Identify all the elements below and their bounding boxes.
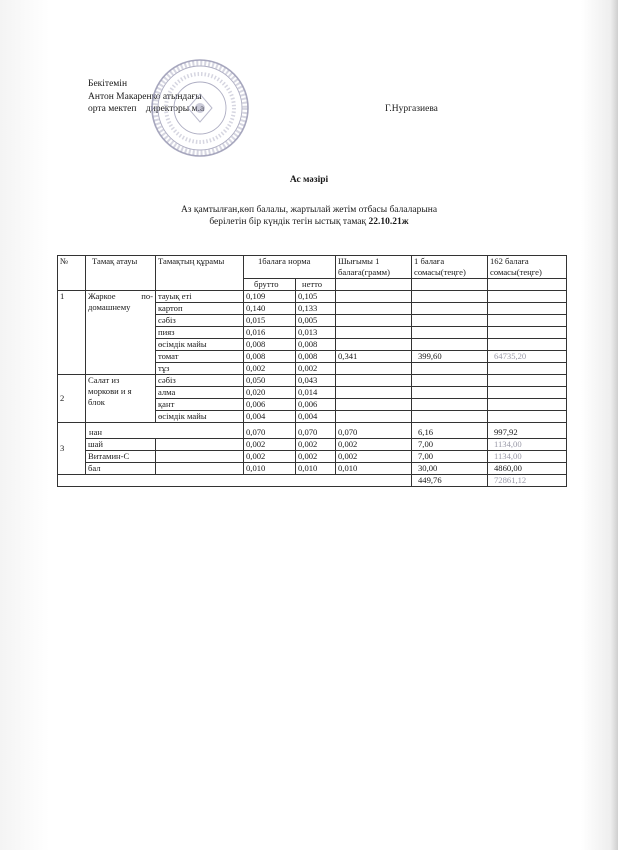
menu-title: Ас мәзірі — [289, 175, 329, 185]
cost162 — [488, 327, 567, 339]
ingredient — [156, 439, 244, 451]
ingredient: сәбіз — [156, 315, 244, 327]
consumption: 0,010 — [336, 463, 412, 475]
dish: бал — [86, 463, 156, 475]
header-consumption: Шығымы 1 балаға(грамм) — [336, 256, 412, 279]
gross: 0,006 — [244, 399, 296, 411]
director-signer-name: Г.Нургазиева — [385, 104, 438, 114]
menu-subtitle-line-1: Аз қамтылған,көп балалы, жартылай жетім отбасы балаларына — [180, 205, 438, 215]
subtitle-text: берілетін бір күндік тегін ыстық тамақ — [209, 217, 369, 227]
table-row — [58, 375, 567, 387]
ingredient — [156, 463, 244, 475]
net: 0,008 — [296, 339, 336, 351]
gross: 0,008 — [244, 339, 296, 351]
cost162 — [488, 315, 567, 327]
dish-word: по- — [141, 291, 153, 301]
consumption — [336, 327, 412, 339]
gross: 0,050 — [244, 375, 296, 387]
cost162: 997,92 — [488, 423, 567, 439]
gross: 0,008 — [244, 351, 296, 363]
header-gross: брутто — [244, 279, 296, 291]
consumption — [336, 291, 412, 303]
group-2-dish: Салат из моркови и я блок — [86, 375, 156, 423]
consumption: 0,070 — [336, 423, 412, 439]
menu-date: 22.10.21ж — [368, 217, 409, 227]
cost1 — [412, 387, 488, 399]
cost1 — [412, 327, 488, 339]
header-net: нетто — [296, 279, 336, 291]
cost1: 6,16 — [412, 423, 488, 439]
net: 0,010 — [296, 463, 336, 475]
dish-word: домашнему — [88, 302, 131, 312]
ingredient: пияз — [156, 327, 244, 339]
header-blank — [336, 279, 412, 291]
gross: 0,002 — [244, 439, 296, 451]
gross: 0,015 — [244, 315, 296, 327]
ingredient: алма — [156, 387, 244, 399]
cost162 — [488, 339, 567, 351]
net: 0,002 — [296, 451, 336, 463]
header-blank — [488, 279, 567, 291]
gross: 0,070 — [244, 423, 296, 439]
dish: Витамин-С — [86, 451, 156, 463]
gross: 0,010 — [244, 463, 296, 475]
group-3-num: 3 — [58, 423, 86, 475]
cost1 — [412, 291, 488, 303]
menu-table — [57, 255, 567, 487]
cost162 — [488, 303, 567, 315]
ingredient: тұз — [156, 363, 244, 375]
cost1 — [412, 303, 488, 315]
group-2-num: 2 — [58, 375, 86, 423]
net: 0,002 — [296, 363, 336, 375]
gross: 0,020 — [244, 387, 296, 399]
gross: 0,002 — [244, 451, 296, 463]
ingredient: өсімдік майы — [156, 411, 244, 423]
consumption — [336, 303, 412, 315]
net: 0,004 — [296, 411, 336, 423]
totals-label-blank — [58, 475, 412, 487]
header-row — [58, 256, 567, 279]
header-dish: Тамақ атауы — [86, 256, 156, 291]
ingredient: томат — [156, 351, 244, 363]
table-row — [58, 451, 567, 463]
ingredient: картоп — [156, 303, 244, 315]
header-composition: Тамақтың құрамы — [156, 256, 244, 291]
approval-line-1: Бекітемін — [88, 79, 128, 89]
cost1 — [412, 339, 488, 351]
cost162: 4860,00 — [488, 463, 567, 475]
table-row — [58, 439, 567, 451]
consumption: 0,002 — [336, 451, 412, 463]
cost162: 1134,00 — [488, 451, 567, 463]
header-cost162: 162 балаға сомасы(теңге) — [488, 256, 567, 279]
net: 0,014 — [296, 387, 336, 399]
cost1: 30,00 — [412, 463, 488, 475]
consumption — [336, 399, 412, 411]
menu-subtitle-line-2 — [0, 217, 618, 227]
group-1-num: 1 — [58, 291, 86, 375]
approval-line-3: орта мектеп директоры м.а — [88, 104, 205, 114]
totals-row — [58, 475, 567, 487]
consumption — [336, 375, 412, 387]
table-row — [58, 423, 567, 439]
school-stamp-seal — [148, 56, 252, 160]
group-1-dish — [86, 291, 156, 375]
net: 0,133 — [296, 303, 336, 315]
net: 0,043 — [296, 375, 336, 387]
total-cost162: 72861,12 — [488, 475, 567, 487]
cost1 — [412, 399, 488, 411]
cost1: 399,60 — [412, 351, 488, 363]
ingredient: сәбіз — [156, 375, 244, 387]
gross: 0,016 — [244, 327, 296, 339]
consumption: 0,341 — [336, 351, 412, 363]
ingredient: тауық еті — [156, 291, 244, 303]
ingredient: өсімдік майы — [156, 339, 244, 351]
net: 0,002 — [296, 439, 336, 451]
net: 0,005 — [296, 315, 336, 327]
cost1 — [412, 411, 488, 423]
approval-line-2: Антон Макаренко атындағы — [88, 91, 202, 102]
dish: шай — [86, 439, 156, 451]
cost1: 7,00 — [412, 439, 488, 451]
consumption — [336, 387, 412, 399]
cost162 — [488, 375, 567, 387]
net: 0,006 — [296, 399, 336, 411]
cost1 — [412, 375, 488, 387]
cost162: 64735,20 — [488, 351, 567, 363]
gross: 0,140 — [244, 303, 296, 315]
ingredient: қант — [156, 399, 244, 411]
header-norm: 1балаға норма — [244, 256, 336, 279]
cost1 — [412, 315, 488, 327]
consumption — [336, 411, 412, 423]
cost162 — [488, 363, 567, 375]
gross: 0,002 — [244, 363, 296, 375]
ingredient — [156, 451, 244, 463]
net: 0,013 — [296, 327, 336, 339]
cost162 — [488, 411, 567, 423]
table-row — [58, 291, 567, 303]
net: 0,008 — [296, 351, 336, 363]
dish: нан — [86, 423, 244, 439]
gross: 0,004 — [244, 411, 296, 423]
cost162 — [488, 399, 567, 411]
consumption — [336, 339, 412, 351]
cost162: 1134,00 — [488, 439, 567, 451]
net: 0,105 — [296, 291, 336, 303]
net: 0,070 — [296, 423, 336, 439]
cost1: 7,00 — [412, 451, 488, 463]
cost162 — [488, 387, 567, 399]
header-num: № — [58, 256, 86, 291]
total-cost1: 449,76 — [412, 475, 488, 487]
header-cost1: 1 балаға сомасы(теңге) — [412, 256, 488, 279]
gross: 0,109 — [244, 291, 296, 303]
dish-word: Жаркое — [88, 291, 116, 301]
header-blank — [412, 279, 488, 291]
cost1 — [412, 363, 488, 375]
cost162 — [488, 291, 567, 303]
consumption — [336, 315, 412, 327]
consumption: 0,002 — [336, 439, 412, 451]
page-edge-shadow — [610, 0, 618, 850]
consumption — [336, 363, 412, 375]
table-row — [58, 463, 567, 475]
